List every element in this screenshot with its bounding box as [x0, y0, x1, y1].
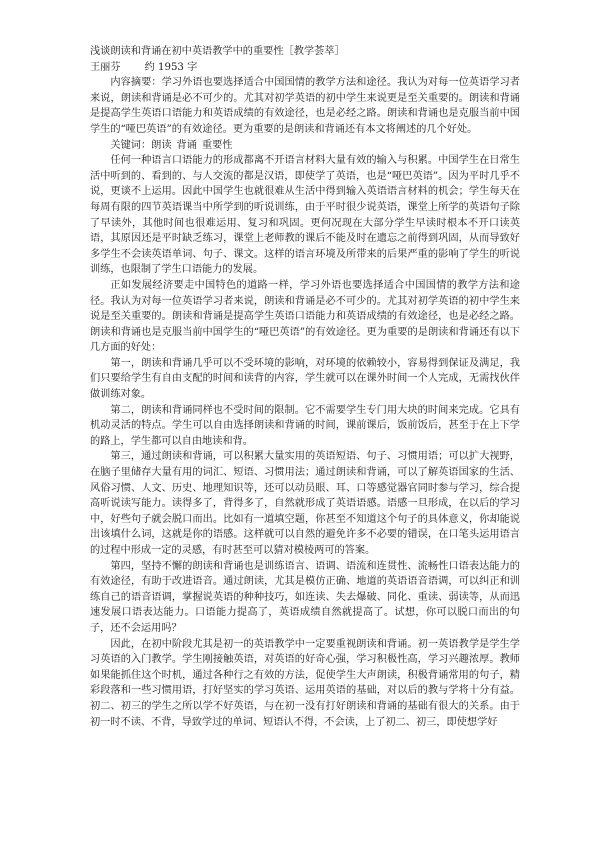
word-count: 约 1953 字 — [144, 61, 198, 73]
body-paragraph: 因此，在初中阶段尤其是初一的英语教学中一定要重视朗读和背诵。初一英语教学是学生学习英语的入门教学。学生刚接触英语，对英语的好奇心强，学习积极性高，学习兴趣浓厚。教师如果能抓住这个时机，通过各种行之有效的方法，促使学生大声朗读，积极背诵常用的句子，精彩段落和一些习惯用语，打好坚实的学习英语、运用英语的基础，对以后的教与学将十分有益。初二、初三的学生之所以学不好英语，与在初一没有打好朗读和背诵的基础有很大的关系。由于初一时不读、不背，导致学过的单词、短语认不得，不会读，上了初二、初三，即使想学好 — [90, 638, 520, 728]
body-paragraph: 正如发展经济要走中国特色的道路一样，学习外语也要选择适合中国国情的教学方法和途径。我认为对每一位英语学习者来说，朗读和背诵是必不可少的。尤其对初学英语的初中学生来说是至关重要的。朗读和背诵是提高学生英语口语能力和英语成绩的有效途径，也是必经之路。朗读和背诵也是克服当前中国学生的“哑巴英语”的有效途径。更为重要的是朗读和背诵还有以下几方面的好处： — [90, 279, 520, 354]
author-name: 王丽芬 — [90, 61, 121, 73]
keyword-item: 重要性 — [201, 139, 233, 151]
body-paragraph: 第一，朗读和背诵几乎可以不受环境的影响，对环境的依赖较小，容易得到保证及满足，我们只要给学生有自由支配的时间和读背的内容，学生就可以在课外时间一个人完成，无需找伙伴做训练对象。 — [90, 357, 520, 401]
author-line — [90, 60, 520, 76]
article-page — [90, 44, 520, 730]
keywords-line — [90, 138, 520, 154]
abstract: 内容摘要：学习外语也要选择适合中国国情的教学方法和途径。我认为对每一位英语学习者来说，朗读和背诵是必不可少的。尤其对初学英语的初中学生来说更是至关重要的。朗读和背诵是提高学生英语口语能力和英语成绩的有效途径，也是必经之路。朗读和背诵也是克服当前中国学生的“哑巴英语”的有效途径。更为重要的是朗读和背诵还有本文将阐述的几个好处。 — [90, 77, 520, 135]
body-paragraph: 第二，朗读和背诵同样也不受时间的限制。它不需要学生专门用大块的时间来完成。它具有机动灵活的特点。学生可以自由选择朗读和背诵的时间，课前课后，饭前饭后，甚至于在上下学的路上，学生都可以自由地读和背。 — [90, 404, 520, 447]
body-paragraph: 第四，坚持不懈的朗读和背诵也是训练语言、语调、语流和连贯性、流畅性口语表达能力的有效途径，有助于改进语音。通过朗读，尤其是模仿正确、地道的英语语音语调，可以纠正和训练自己的语音语调，掌握说英语的种种技巧，如连读、失去爆破、同化、重读、弱读等，从而迅速发展口语表达能力。口语能力提高了，英语成绩自然就提高了。试想，你可以脱口而出的句子，还不会运用吗？ — [90, 560, 520, 634]
body-paragraph: 任何一种语言口语能力的形成都离不开语言材料大量有效的输入与积累。中国学生在日常生活中听到的、看到的、与人交流的都是汉语，即使学了英语，也是“哑巴英语”。因为平时几乎不说，更谈不上运用。因此中国学生也就很难从生活中得到输入英语语言材料的机会；学生每天在每周有限的四节英语课当中所学到的听说训练，由于平时很少说英语，课堂上所学的英语句子除了早读外，其他时间也很难运用、复习和巩固。更何况现在大部分学生早读时根本不开口读英语，其原因还是平时缺乏练习，课堂上老师教的课后不能及时在遗忘之前得到巩固，从而导致好多学生不会读英语单词、句子、课文。这样的语言环境及所带来的后果严重的影响了学生的听说训练，也限制了学生口语能力的发展。 — [90, 155, 520, 276]
article-title: 浅谈朗读和背诵在初中英语教学中的重要性［教学荟萃］ — [90, 46, 345, 57]
keyword-item: 背诵 — [176, 139, 197, 151]
body-paragraph: 第三，通过朗读和背诵，可以积累大量实用的英语短语、句子、习惯用语；可以扩大视野，在脑子里储存大量有用的词汇、短语、习惯用法；通过朗读和背诵，可以了解英语国家的生活、风俗习惯、人文、历史、地理知识等，还可以动员眼、耳、口等感觉器官同时参与学习，综合提高听说读写能力。读得多了，背得多了，自然就形成了英语语感。语感一旦形成，在以后的学习中，好些句子就会脱口而出。比如有一道填空题，你甚至不知道这个句子的具体意义，你却能说出该填什么词，这就是你的语感。这样就可以自然的避免许多不必要的错误，在口笔头运用语言的过程中形成一定的灵感，有时甚至可以猜对模棱两可的答案。 — [90, 451, 520, 556]
keywords-label: 关键词：朗读 — [110, 139, 172, 151]
